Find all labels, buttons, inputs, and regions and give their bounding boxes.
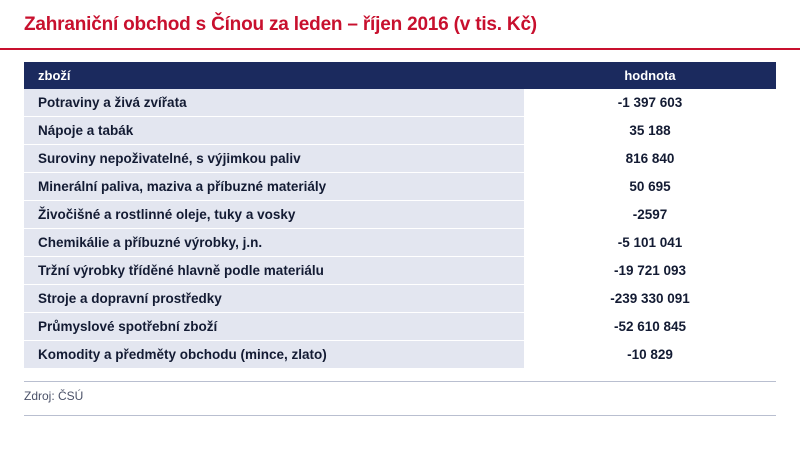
row-label: Živočišné a rostlinné oleje, tuky a vosky (24, 201, 524, 229)
table-row (24, 341, 776, 369)
row-label: Komodity a předměty obchodu (mince, zlato) (24, 341, 524, 369)
table-row (24, 285, 776, 313)
table-row (24, 201, 776, 229)
row-value: 816 840 (524, 145, 776, 173)
row-label: Nápoje a tabák (24, 117, 524, 145)
row-value: -239 330 091 (524, 285, 776, 313)
row-value: -52 610 845 (524, 313, 776, 341)
row-value: 35 188 (524, 117, 776, 145)
table-body (24, 89, 776, 368)
table-row (24, 117, 776, 145)
title-divider (0, 48, 800, 50)
row-label: Průmyslové spotřební zboží (24, 313, 524, 341)
row-label: Chemikálie a příbuzné výrobky, j.n. (24, 229, 524, 257)
row-value: -19 721 093 (524, 257, 776, 285)
row-label: Stroje a dopravní prostředky (24, 285, 524, 313)
row-label: Minerální paliva, maziva a příbuzné materiály (24, 173, 524, 201)
table-row (24, 173, 776, 201)
column-header-value: hodnota (524, 62, 776, 89)
data-table-container (24, 62, 776, 368)
page-title: Zahraniční obchod s Čínou za leden – říjen 2016 (v tis. Kč) (24, 14, 537, 35)
row-value: -10 829 (524, 341, 776, 369)
table-header-row (24, 62, 776, 89)
column-header-goods: zboží (24, 62, 524, 89)
table-row (24, 145, 776, 173)
row-value: 50 695 (524, 173, 776, 201)
data-table (24, 62, 776, 368)
row-label: Potraviny a živá zvířata (24, 89, 524, 117)
source-note: Zdroj: ČSÚ (24, 389, 84, 403)
row-label: Suroviny nepoživatelné, s výjimkou paliv (24, 145, 524, 173)
table-header (24, 62, 776, 89)
row-value: -1 397 603 (524, 89, 776, 117)
row-value: -5 101 041 (524, 229, 776, 257)
row-value: -2597 (524, 201, 776, 229)
source-divider-bottom (24, 415, 776, 416)
table-row (24, 229, 776, 257)
row-label: Tržní výrobky tříděné hlavně podle materiálu (24, 257, 524, 285)
table-row (24, 313, 776, 341)
source-divider-top (24, 381, 776, 382)
table-row (24, 89, 776, 117)
table-row (24, 257, 776, 285)
